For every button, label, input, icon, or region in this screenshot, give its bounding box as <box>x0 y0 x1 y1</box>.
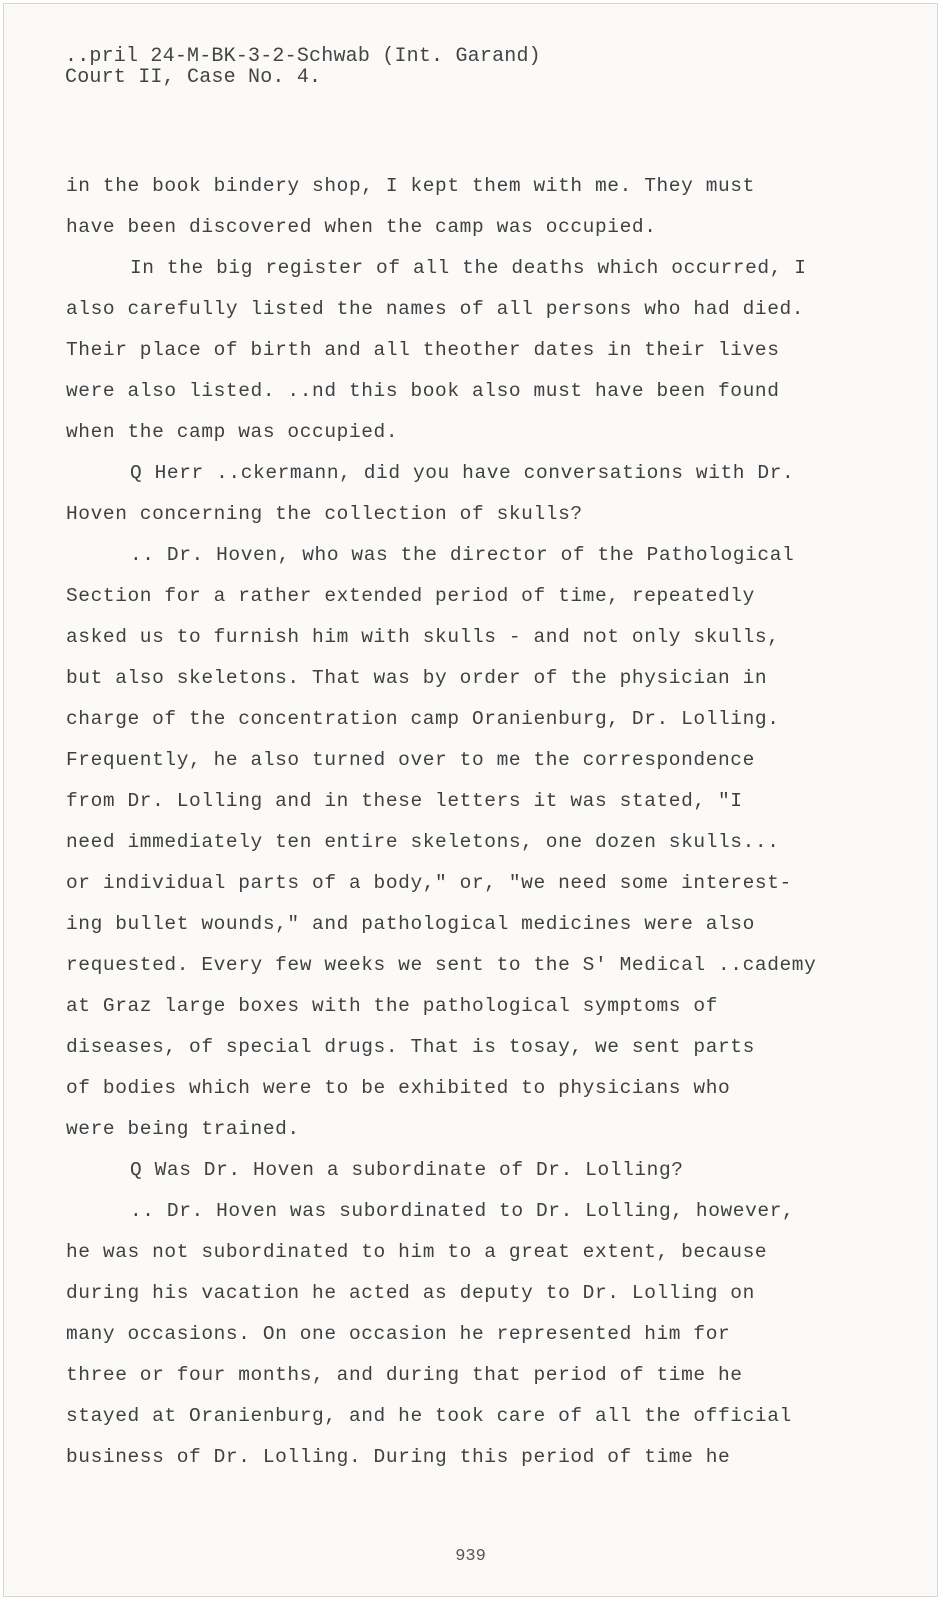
text-line: charge of the concentration camp Oranienburg, Dr. Lolling. <box>66 708 780 730</box>
text-line: .. Dr. Hoven, who was the director of the Pathological <box>130 544 795 566</box>
header-line-2: Court II, Case No. 4. <box>65 66 322 89</box>
text-line: Section for a rather extended period of time, repeatedly <box>66 585 755 607</box>
document-header <box>65 46 541 88</box>
page-number: 939 <box>455 1547 486 1566</box>
text-line: many occasions. On one occasion he represented him for <box>66 1323 731 1345</box>
text-line: Their place of birth and all theother dates in their lives <box>66 339 780 361</box>
text-line: also carefully listed the names of all persons who had died. <box>66 298 805 320</box>
transcript-body <box>66 166 876 1478</box>
text-line: or individual parts of a body," or, "we need some interest- <box>66 872 792 894</box>
text-line: stayed at Oranienburg, and he took care of all the official <box>66 1405 792 1427</box>
text-line: when the camp was occupied. <box>66 421 399 443</box>
text-line: were being trained. <box>66 1118 300 1140</box>
header-line-1: ..pril 24-M-BK-3-2-Schwab (Int. Garand) <box>65 45 541 68</box>
text-line: Frequently, he also turned over to me the correspondence <box>66 749 755 771</box>
text-line: Hoven concerning the collection of skulls? <box>66 503 583 525</box>
text-line: need immediately ten entire skeletons, one dozen skulls... <box>66 831 780 853</box>
text-line: ing bullet wounds," and pathological medicines were also <box>66 913 755 935</box>
text-line: three or four months, and during that period of time he <box>66 1364 743 1386</box>
text-line: diseases, of special drugs. That is tosay, we sent parts <box>66 1036 755 1058</box>
text-line: In the big register of all the deaths which occurred, I <box>130 257 807 279</box>
text-line: Q Herr ..ckermann, did you have conversations with Dr. <box>130 462 795 484</box>
text-line: in the book bindery shop, I kept them with me. They must <box>66 175 755 197</box>
text-line: from Dr. Lolling and in these letters it was stated, "I <box>66 790 743 812</box>
text-line: but also skeletons. That was by order of the physician in <box>66 667 768 689</box>
text-line: asked us to furnish him with skulls - and not only skulls, <box>66 626 780 648</box>
document-page <box>3 3 938 1597</box>
text-line: requested. Every few weeks we sent to the S′ Medical ..cademy <box>66 954 817 976</box>
text-line: were also listed. ..nd this book also must have been found <box>66 380 780 402</box>
text-line: .. Dr. Hoven was subordinated to Dr. Lolling, however, <box>130 1200 795 1222</box>
text-line: Q Was Dr. Hoven a subordinate of Dr. Lolling? <box>130 1159 684 1181</box>
text-line: of bodies which were to be exhibited to physicians who <box>66 1077 731 1099</box>
text-line: at Graz large boxes with the pathological symptoms of <box>66 995 719 1017</box>
text-line: have been discovered when the camp was occupied. <box>66 216 657 238</box>
text-line: he was not subordinated to him to a great extent, because <box>66 1241 768 1263</box>
text-line: business of Dr. Lolling. During this period of time he <box>66 1446 731 1468</box>
text-line: during his vacation he acted as deputy to Dr. Lolling on <box>66 1282 755 1304</box>
